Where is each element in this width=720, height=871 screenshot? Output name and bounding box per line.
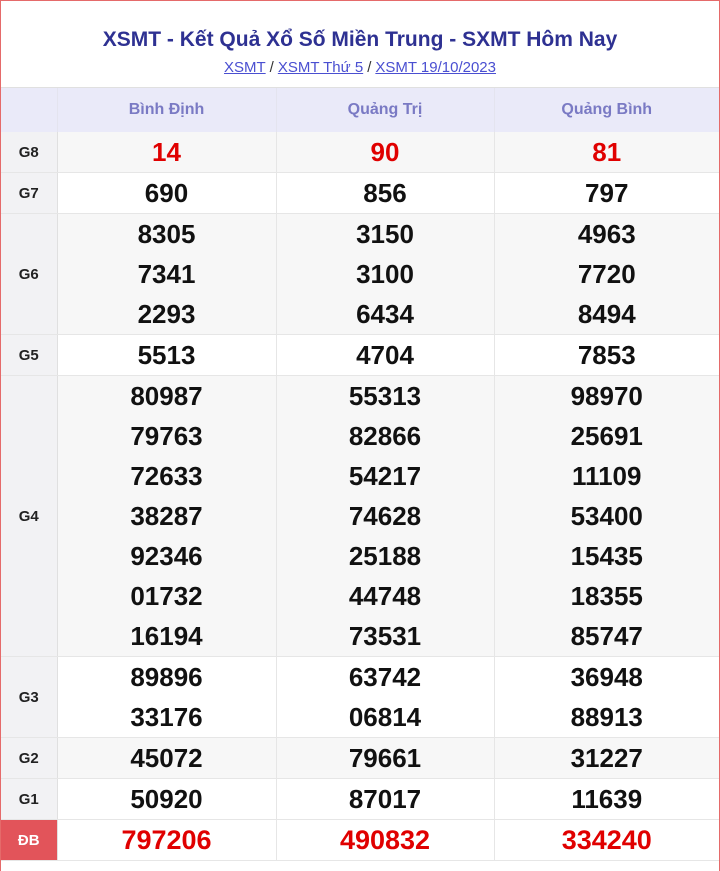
breadcrumb-separator: / [367,59,372,76]
page-title: XSMT - Kết Quả Xổ Số Miền Trung - SXMT Hôm Nay [102,28,618,51]
result-cell [494,779,719,820]
prize-column-header [1,88,57,132]
result-cell [276,173,494,214]
prize-label: G2 [1,738,57,779]
result-number: 11639 [571,784,643,814]
result-cell [494,738,719,779]
result-number: 334240 [561,825,652,855]
result-cell [276,214,494,335]
result-number: 80987 [130,381,203,411]
prize-row-g3 [1,657,719,738]
result-cell [494,214,719,335]
breadcrumb-link-date[interactable]: XSMT 19/10/2023 [375,59,496,76]
result-cell [57,335,276,376]
result-number: 5513 [137,340,196,370]
result-number: 54217 [348,461,422,491]
result-cell [276,657,494,738]
result-cell [494,376,719,657]
result-cell [57,173,276,214]
result-number: 82866 [348,421,422,451]
result-number: 8494 [577,299,636,329]
prize-label: G1 [1,779,57,820]
result-cell [276,132,494,173]
result-number: 89896 [130,662,203,692]
result-number: 33176 [130,702,203,732]
prize-row-g5 [1,335,719,376]
result-number: 44748 [348,581,422,611]
result-number: 11109 [572,461,642,491]
prize-row-g7 [1,173,719,214]
result-number: 3150 [356,219,414,249]
prize-label: G5 [1,335,57,376]
result-number: 72633 [130,461,203,491]
result-cell [57,376,276,657]
result-number: 81 [592,137,622,167]
result-number: 25188 [348,541,422,571]
prize-row-g2 [1,738,719,779]
result-number: 73531 [348,621,422,651]
result-number: 690 [144,178,189,208]
prize-label: G4 [1,376,57,657]
province-header-row [1,88,719,132]
result-cell [494,820,719,861]
result-number: 797 [585,178,629,208]
result-cell [494,132,719,173]
breadcrumb-link-xsmt-thu-5[interactable]: XSMT Thứ 5 [277,59,364,76]
result-number: 7853 [577,340,636,370]
result-number: 490832 [339,825,431,855]
result-number: 8305 [137,219,196,249]
result-cell [276,738,494,779]
result-number: 2293 [137,299,196,329]
result-number: 79763 [130,421,203,451]
result-number: 7341 [137,259,196,289]
result-number: 53400 [570,501,643,531]
breadcrumb [1,58,719,78]
result-number: 14 [152,137,181,167]
result-number: 98970 [570,381,643,411]
result-number: 25691 [570,421,643,451]
result-number: 87017 [348,784,422,814]
prize-row-đb [1,820,719,861]
result-cell [276,820,494,861]
result-cell [494,335,719,376]
breadcrumb-separator: / [269,59,274,76]
result-number: 3100 [356,259,414,289]
result-cell [276,335,494,376]
result-number: 06814 [348,702,422,732]
result-number: 50920 [130,784,203,814]
result-cell [494,657,719,738]
prize-row-g4 [1,376,719,657]
breadcrumb-link-xsmt[interactable]: XSMT [223,59,266,76]
prize-label: ĐB [1,820,57,861]
result-number: 01732 [130,581,203,611]
result-number: 85747 [570,621,643,651]
result-number: 16194 [130,621,203,651]
prize-label: G8 [1,132,57,173]
result-cell [57,779,276,820]
result-number: 45072 [130,743,203,773]
result-cell [57,214,276,335]
result-number: 88913 [570,702,643,732]
result-number: 63742 [348,662,422,692]
prize-label: G3 [1,657,57,738]
province-header-binh-dinh[interactable]: Bình Định [57,88,276,132]
results-header [1,1,719,88]
prize-row-g1 [1,779,719,820]
result-number: 856 [363,178,407,208]
result-number: 31227 [570,743,643,773]
result-number: 90 [370,137,400,167]
result-number: 4704 [356,340,414,370]
result-cell [276,779,494,820]
result-cell [494,173,719,214]
prize-row-g8 [1,132,719,173]
prize-label: G7 [1,173,57,214]
results-table [1,88,719,861]
result-number: 4963 [577,219,636,249]
results-body [1,132,719,861]
result-number: 92346 [130,541,203,571]
result-number: 55313 [348,381,422,411]
result-number: 38287 [130,501,203,531]
result-number: 79661 [348,743,422,773]
province-header-quang-tri[interactable]: Quảng Trị [276,88,494,132]
result-number: 15435 [570,541,643,571]
result-number: 797206 [121,825,212,855]
result-cell [57,820,276,861]
result-number: 7720 [577,259,636,289]
result-number: 6434 [356,299,414,329]
result-cell [57,132,276,173]
prize-label: G6 [1,214,57,335]
result-number: 18355 [570,581,643,611]
result-cell [57,738,276,779]
result-cell [276,376,494,657]
result-number: 74628 [348,501,422,531]
result-cell [57,657,276,738]
prize-row-g6 [1,214,719,335]
result-number: 36948 [570,662,643,692]
province-header-quang-binh[interactable]: Quảng Bình [494,88,719,132]
